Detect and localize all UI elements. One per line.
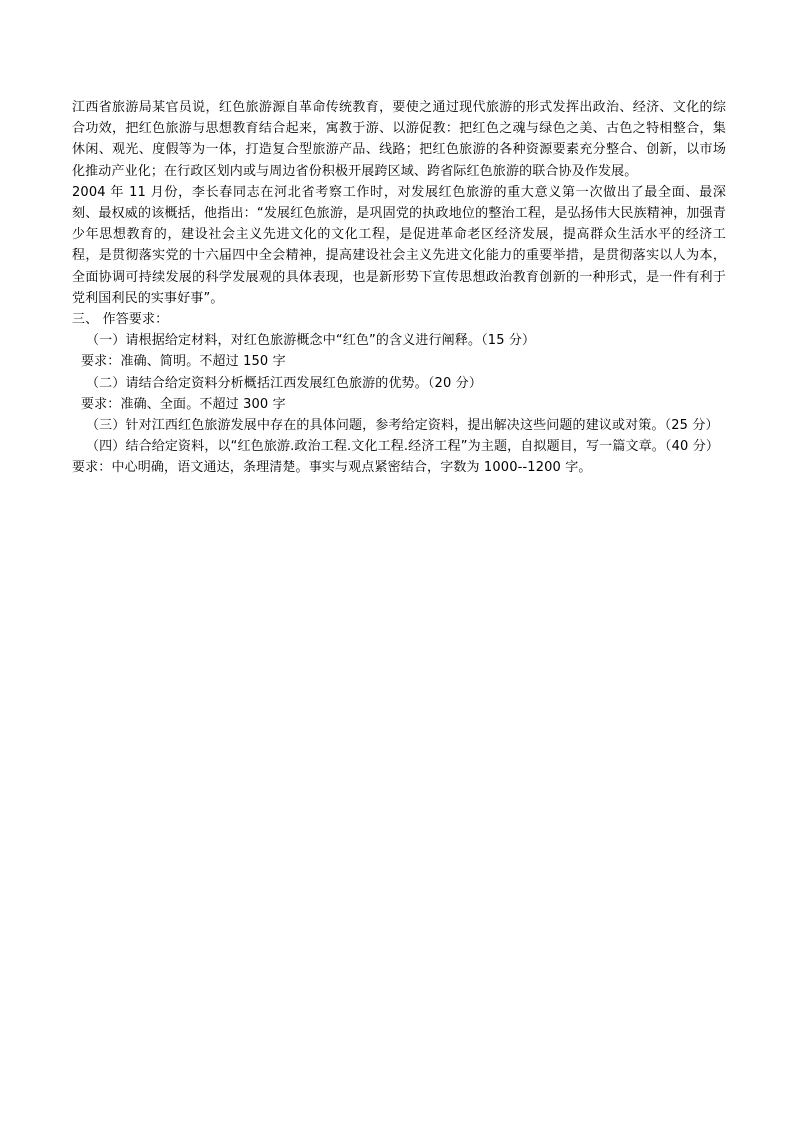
task-question-2: （二）请结合给定资料分析概括江西发展红色旅游的优势。（20 分） xyxy=(86,375,482,391)
task-requirement-2: 要求：准确、全面。不超过 300 字 xyxy=(81,396,286,412)
document-page xyxy=(72,97,726,479)
paragraph-official-statement: 江西省旅游局某官员说，红色旅游源自革命传统教育，要使之通过现代旅游的形式发挥出政治、经济、文化的综合功效，把红色旅游与思想教育结合起来，寓教于游、以游促教：把红色之魂与绿色之美、古色之特相整合，集休闲、观光、度假等为一体，打造复合型旅游产品、线路；把红色旅游的各种资源要素充分整合、创新，以市场化推动产业化；在行政区划内或与周边省份积极开展跨区域、跨省际红色旅游的联合协及作发展。 xyxy=(72,100,726,179)
task-requirement-1: 要求：准确、简明。不超过 150 字 xyxy=(81,354,286,370)
section-heading: 三、 作答要求： xyxy=(72,312,169,328)
task-question-3: （三）针对江西红色旅游发展中存在的具体问题，参考给定资料，提出解决这些问题的建议或对策。（25 分） xyxy=(86,418,719,434)
final-requirement: 要求：中心明确，语文通达，条理清楚。事实与观点紧密结合，字数为 1000--1200 字。 xyxy=(72,460,592,476)
paragraph-li-changchun-quote: 2004 年 11 月份，李长春同志在河北省考察工作时，对发展红色旅游的重大意义第一次做出了最全面、最深刻、最权威的该概括，他指出：“发展红色旅游，是巩固党的执政地位的整治工程，是弘扬伟大民族精神，加强青少年思想教育的，建设社会主义先进文化的文化工程，是促进革命老区经济发展，提高群众生活水平的经济工程，是贯彻落实党的十六届四中全会精神，提高建设社会主义先进文化能力的重要举措，是贯彻落实以人为本，全面协调可持续发展的科学发展观的具体表现，也是新形势下宣传思想政治教育创新的一种形式，是一件有利于党利国利民的实事好事”。 xyxy=(72,184,726,306)
task-question-4: （四）结合给定资料，以“红色旅游.政治工程.文化工程.经济工程”为主题，自拟题目，写一篇文章。（40 分） xyxy=(86,439,719,455)
task-question-1: （一）请根据给定材料，对红色旅游概念中“红色”的含义进行阐释。（15 分） xyxy=(86,333,536,349)
